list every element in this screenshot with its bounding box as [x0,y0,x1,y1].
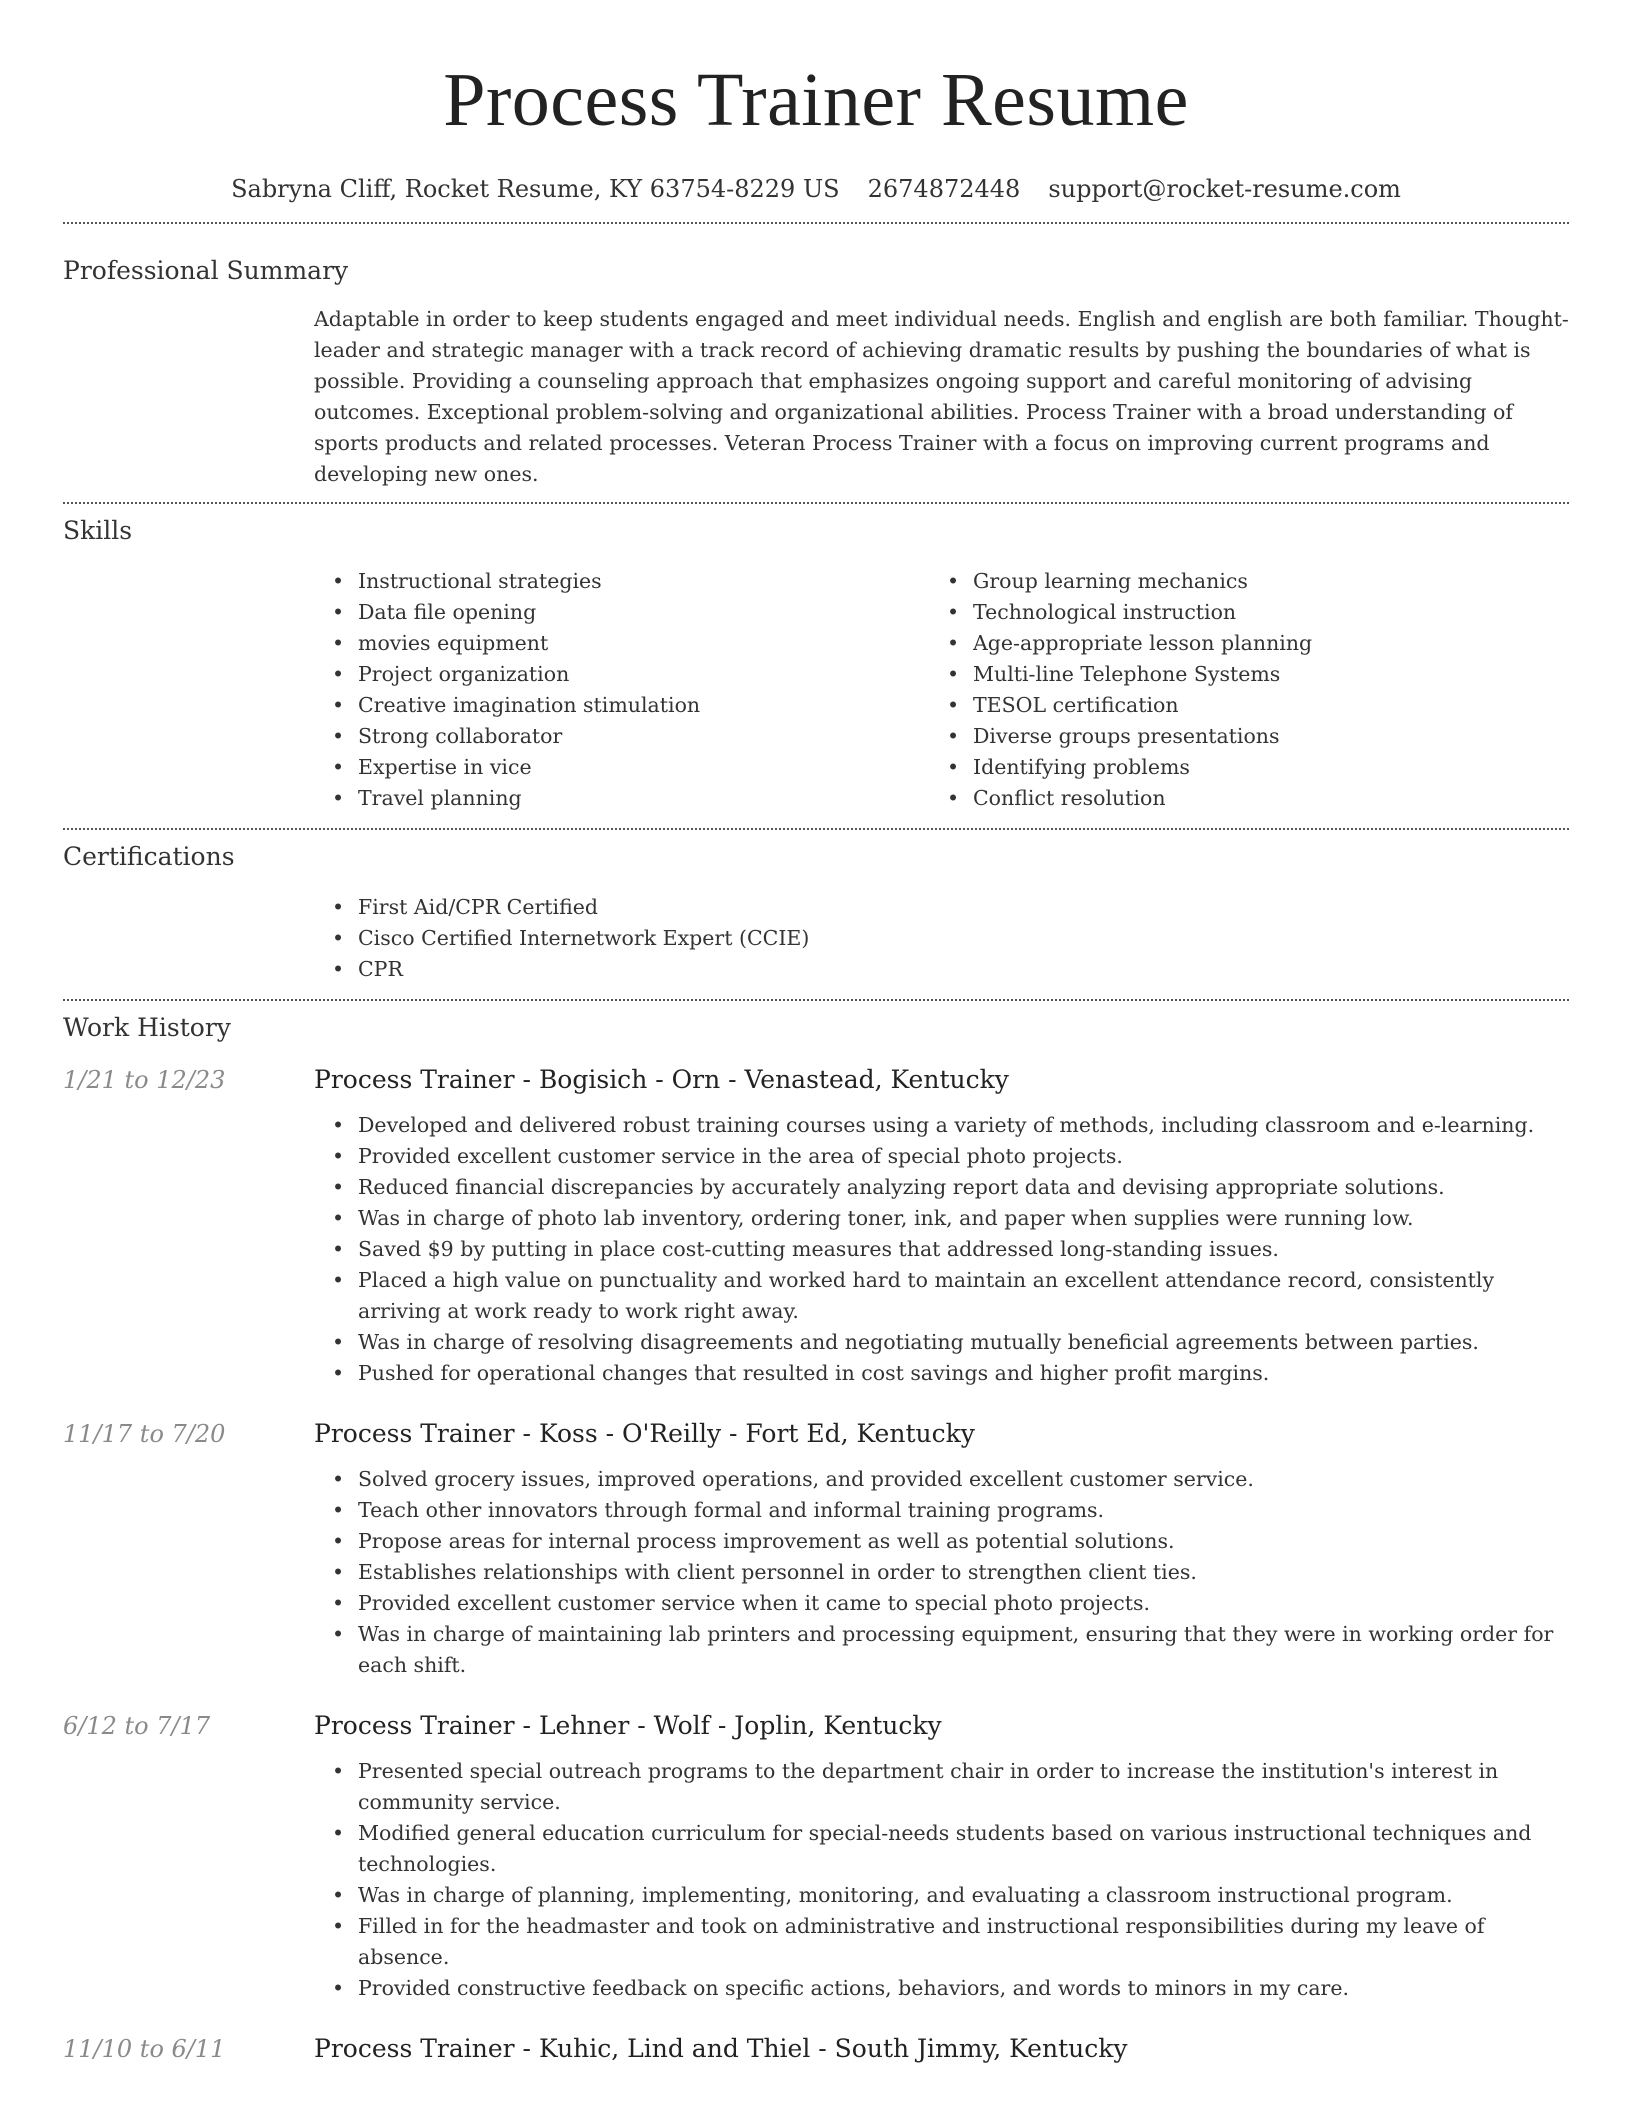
job-bullet: • Propose areas for internal process improvement as well as potential solutions. [314,1526,1569,1557]
skill-item: • Instructional strategies [314,566,929,597]
skills-section [63,504,1569,828]
skills-grid [314,566,1569,814]
skills-heading: Skills [63,516,133,545]
job-bullet: • Establishes relationships with client personnel in order to strengthen client ties. [314,1557,1569,1588]
skill-item: • Group learning mechanics [929,566,1544,597]
job-bullet: • Provided excellent customer service in the area of special photo projects. [314,1141,1569,1172]
skill-item: • Travel planning [314,783,929,814]
contact-address: Sabryna Cliff, Rocket Resume, KY 63754-8229 US [231,175,840,203]
job-bullet: • Pushed for operational changes that resulted in cost savings and higher profit margins. [314,1358,1569,1389]
skill-item: • Technological instruction [929,597,1544,628]
job-entry [63,2034,1569,2063]
job-bullet: • Provided constructive feedback on specific actions, behaviors, and words to minors in my care. [314,1973,1569,2004]
skill-item: • Expertise in vice [314,752,929,783]
resume-title: Process Trainer Resume [443,58,1189,142]
job-entry [63,1419,1569,1681]
job-bullet: • Presented special outreach programs to the department chair in order to increase the institution's interest in community service. [314,1756,1569,1818]
certifications-list [314,892,1569,985]
job-bullet: • Was in charge of resolving disagreements and negotiating mutually beneficial agreements between parties. [314,1327,1569,1358]
skill-item: • Conflict resolution [929,783,1544,814]
work-history-section [63,1001,1569,2063]
summary-heading: Professional Summary [63,256,349,285]
skill-item: • TESOL certification [929,690,1544,721]
certification-item: • Cisco Certified Internetwork Expert (CCIE) [314,923,1569,954]
job-bullet: • Saved $9 by putting in place cost-cutting measures that addressed long-standing issues. [314,1234,1569,1265]
skill-item: • Identifying problems [929,752,1544,783]
job-bullet: • Teach other innovators through formal and informal training programs. [314,1495,1569,1526]
job-bullet-list [314,1110,1569,1389]
summary-text: Adaptable in order to keep students engaged and meet individual needs. English and english are both familiar. Thought-leader and strategic manager with a track record of achieving dramatic results by pushing the boundaries of what is possible. Providing a counseling approach that emphasizes ongoing support and careful monitoring of advising outcomes. Exceptional problem-solving and organizational abilities. Process Trainer with a broad understanding of sports products and related processes. Veteran Process Trainer with a focus on improving current programs and developing new ones. [314,307,1569,486]
skill-item: • Multi-line Telephone Systems [929,659,1544,690]
job-bullet: • Reduced financial discrepancies by accurately analyzing report data and devising appropriate solutions. [314,1172,1569,1203]
skill-item: • Age-appropriate lesson planning [929,628,1544,659]
job-bullet: • Solved grocery issues, improved operations, and provided excellent customer service. [314,1464,1569,1495]
skill-item: • Project organization [314,659,929,690]
job-title: Process Trainer - Lehner - Wolf - Joplin, Kentucky [314,1711,942,1740]
skills-list-left [314,566,929,814]
skill-item: • Data file opening [314,597,929,628]
skill-item: • Creative imagination stimulation [314,690,929,721]
skill-item: • Strong collaborator [314,721,929,752]
job-header [63,1419,1569,1448]
job-header [63,1065,1569,1094]
job-title: Process Trainer - Bogisich - Orn - Venastead, Kentucky [314,1065,1009,1094]
job-header [63,2034,1569,2063]
certifications-section [63,830,1569,999]
job-list [63,1065,1569,2063]
job-bullet-list [314,1756,1569,2004]
job-bullet: • Was in charge of maintaining lab printers and processing equipment, ensuring that they were in working order for each shift. [314,1619,1569,1681]
job-date: 11/17 to 7/20 [63,1420,226,1448]
contact-line [63,172,1569,206]
job-date: 6/12 to 7/17 [63,1712,211,1740]
job-date: 11/10 to 6/11 [63,2035,226,2063]
job-bullet: • Was in charge of planning, implementing, monitoring, and evaluating a classroom instructional program. [314,1880,1569,1911]
job-bullet: • Filled in for the headmaster and took on administrative and instructional responsibilities during my leave of absence. [314,1911,1569,1973]
skill-item: • movies equipment [314,628,929,659]
job-title: Process Trainer - Koss - O'Reilly - Fort Ed, Kentucky [314,1419,975,1448]
summary-section [63,224,1569,502]
job-entry [63,1711,1569,2004]
job-bullet: • Modified general education curriculum for special-needs students based on various instructional techniques and technologies. [314,1818,1569,1880]
certification-item: • CPR [314,954,1569,985]
work-history-heading: Work History [63,1013,231,1042]
job-bullet: • Developed and delivered robust training courses using a variety of methods, including classroom and e-learning. [314,1110,1569,1141]
job-bullet-list [314,1464,1569,1681]
skill-item: • Diverse groups presentations [929,721,1544,752]
job-bullet: • Provided excellent customer service when it came to special photo projects. [314,1588,1569,1619]
certification-item: • First Aid/CPR Certified [314,892,1569,923]
job-bullet: • Placed a high value on punctuality and worked hard to maintain an excellent attendance record, consistently arriving at work ready to work right away. [314,1265,1569,1327]
job-title: Process Trainer - Kuhic, Lind and Thiel - South Jimmy, Kentucky [314,2034,1128,2063]
certifications-heading: Certifications [63,842,235,871]
job-entry [63,1065,1569,1389]
contact-phone: 2674872448 [867,175,1021,203]
job-date: 1/21 to 12/23 [63,1066,226,1094]
job-header [63,1711,1569,1740]
contact-email: support@rocket-resume.com [1048,175,1401,203]
skills-list-right [929,566,1544,814]
job-bullet: • Was in charge of photo lab inventory, ordering toner, ink, and paper when supplies were running low. [314,1203,1569,1234]
